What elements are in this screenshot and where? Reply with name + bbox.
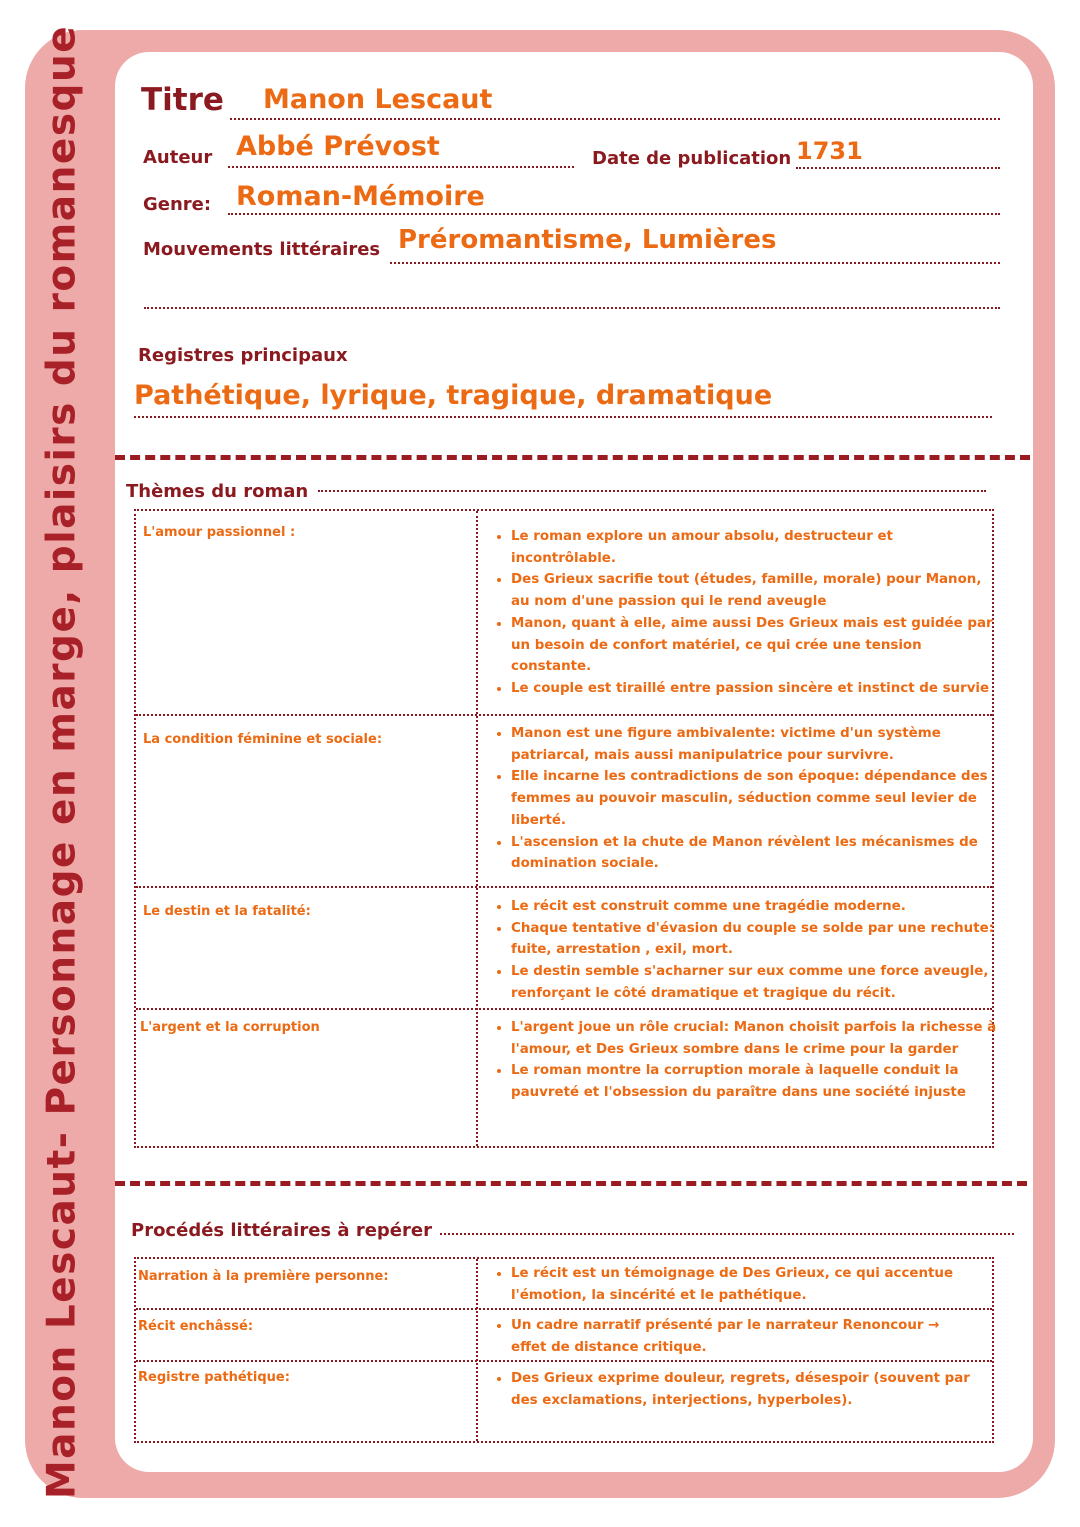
themes-row-divider xyxy=(136,714,992,716)
list-item: • Elle incarne les contradictions de son époque: dépendance des femmes au pouvoir masculin, séduction comme seul levier de liberté. xyxy=(511,766,1001,831)
list-item: • L'ascension et la chute de Manon révèlent les mécanismes de domination sociale. xyxy=(511,832,1001,875)
list-item: • L'argent joue un rôle crucial: Manon choisit parfois la richesse à l'amour, et Des Grieux sombre dans le crime pour la garder xyxy=(511,1017,1001,1060)
theme-bullets-amour xyxy=(491,526,1001,700)
themes-row-divider xyxy=(136,1008,992,1010)
theme-label-amour: L'amour passionnel : xyxy=(143,525,296,540)
list-item: • Manon, quant à elle, aime aussi Des Grieux mais est guidée par un besoin de confort matériel, ce qui crée une tension constante. xyxy=(511,613,1001,678)
theme-bullets-destin xyxy=(491,896,1001,1005)
genre-line xyxy=(228,213,1000,215)
procede-label-recit: Récit enchâssé: xyxy=(138,1319,254,1334)
themes-column-divider xyxy=(476,511,478,1146)
titre-value: Manon Lescaut xyxy=(263,84,493,115)
auteur-label: Auteur xyxy=(143,147,213,168)
date-value: 1731 xyxy=(796,137,863,165)
side-title: Manon Lescaut- Personnage en marge, plaisirs du romanesque xyxy=(39,24,85,1500)
mouvements-line xyxy=(390,262,1000,264)
auteur-value: Abbé Prévost xyxy=(236,131,440,162)
procede-bullets-recit xyxy=(491,1315,951,1358)
list-item: • Des Grieux exprime douleur, regrets, désespoir (souvent par des exclamations, interjections, hyperboles). xyxy=(511,1368,1001,1411)
list-item: • Le roman montre la corruption morale à laquelle conduit la pauvreté et l'obsession du paraître dans une société injuste xyxy=(511,1060,1001,1103)
titre-label: Titre xyxy=(141,82,224,118)
procedes-row-divider xyxy=(136,1308,992,1310)
list-item: • Le roman explore un amour absolu, destructeur et incontrôlable. xyxy=(511,526,1001,569)
themes-row-divider xyxy=(136,886,992,888)
auteur-line xyxy=(228,166,574,168)
procedes-heading-line xyxy=(440,1233,1014,1235)
list-item: • Des Grieux sacrifie tout (études, famille, morale) pour Manon, au nom d'une passion qui le rend aveugle xyxy=(511,569,1001,612)
registres-line xyxy=(134,416,992,418)
theme-bullets-argent xyxy=(491,1017,1001,1104)
procede-label-narration: Narration à la première personne: xyxy=(138,1269,389,1284)
registres-value: Pathétique, lyrique, tragique, dramatique xyxy=(134,380,773,411)
procedes-row-divider xyxy=(136,1360,992,1362)
theme-bullets-condition xyxy=(491,723,1001,875)
genre-label: Genre: xyxy=(143,194,212,215)
date-label: Date de publication xyxy=(592,148,792,169)
section-divider-1 xyxy=(115,455,1030,460)
procedes-heading: Procédés littéraires à repérer xyxy=(131,1220,432,1241)
mouvements-label: Mouvements littéraires xyxy=(143,239,381,260)
list-item: • Le récit est construit comme une tragédie moderne. xyxy=(511,896,1001,918)
themes-heading: Thèmes du roman xyxy=(126,481,309,502)
theme-label-argent: L'argent et la corruption xyxy=(140,1020,320,1035)
theme-label-condition: La condition féminine et sociale: xyxy=(143,732,383,747)
procedes-column-divider xyxy=(476,1259,478,1441)
procede-label-registre: Registre pathétique: xyxy=(138,1370,290,1385)
list-item: • Chaque tentative d'évasion du couple se solde par une rechute: fuite, arrestation , exil, mort. xyxy=(511,918,1001,961)
themes-heading-line xyxy=(318,490,986,492)
list-item: • Le récit est un témoignage de Des Grieux, ce qui accentue l'émotion, la sincérité et le pathétique. xyxy=(511,1263,1001,1306)
procede-bullets-registre xyxy=(491,1368,1001,1411)
blank-line xyxy=(144,307,1000,309)
list-item: • Le couple est tiraillé entre passion sincère et instinct de survie xyxy=(511,678,1001,700)
list-item: • Le destin semble s'acharner sur eux comme une force aveugle, renforçant le côté dramatique et tragique du récit. xyxy=(511,961,1001,1004)
registres-label: Registres principaux xyxy=(138,345,348,366)
date-line xyxy=(796,167,1000,169)
list-item: • Manon est une figure ambivalente: victime d'un système patriarcal, mais aussi manipulatrice pour survivre. xyxy=(511,723,1001,766)
list-item: • Un cadre narratif présenté par le narrateur Renoncour → effet de distance critique. xyxy=(511,1315,951,1358)
section-divider-2 xyxy=(115,1181,1027,1186)
procede-bullets-narration xyxy=(491,1263,1001,1306)
titre-line xyxy=(230,118,1000,120)
mouvements-value: Préromantisme, Lumières xyxy=(398,225,777,255)
theme-label-destin: Le destin et la fatalité: xyxy=(143,904,311,919)
genre-value: Roman-Mémoire xyxy=(236,181,485,212)
